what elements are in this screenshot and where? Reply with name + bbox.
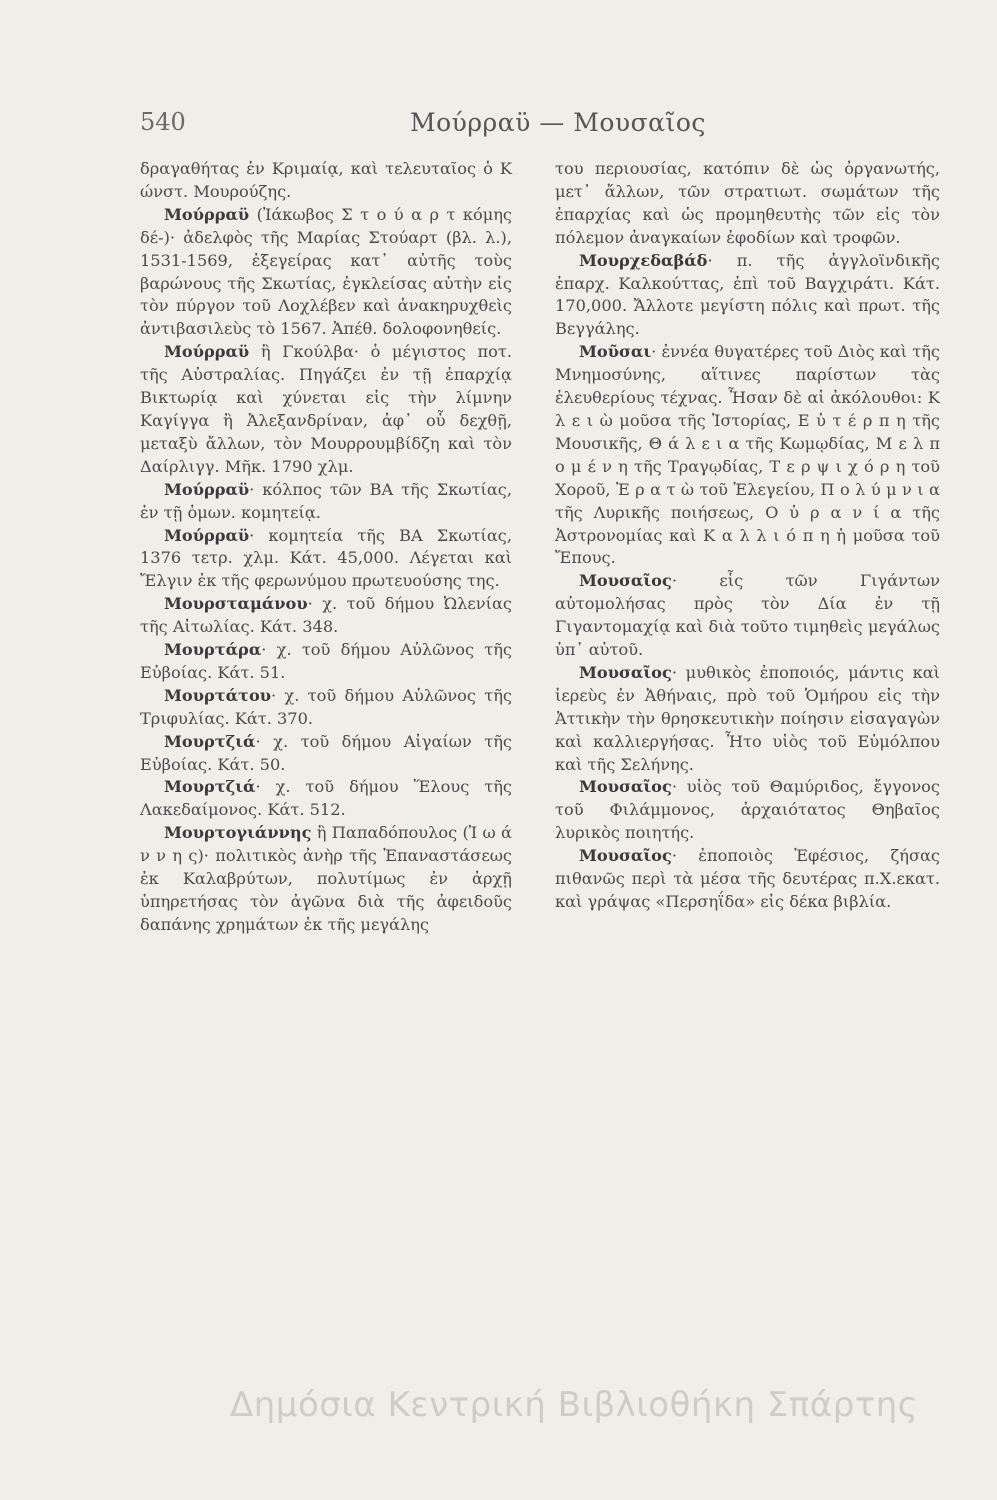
entry-headword: Μούρραϋ [164,204,250,224]
page-number: 540 [140,108,186,136]
entry-text: · υἱὸς τοῦ Θαμύριδος, ἔγγονος τοῦ Φιλάμμονος, ἀρχαιότατος Θηβαῖος λυρικὸς ποιητής. [555,777,940,843]
entry [140,158,512,204]
entry [140,593,512,639]
entry-headword: Μουρχεδαβάδ [579,250,708,270]
entry-headword: Μούρραϋ [164,342,250,362]
entry [140,822,512,937]
right-column [555,158,940,914]
entry-headword: Μουρτογιάννης [164,823,312,843]
entry-headword: Μουρσταμάνου [164,594,308,614]
entry-text: · ἐποποιὸς Ἐφέσιος, ζήσας πιθανῶς περὶ τὰ μέσα τῆς δευτέρας π.Χ.εκατ. καὶ γράψας «Περσηΐδα» εἰς δέκα βιβλία. [555,846,940,911]
entry [140,525,512,594]
entry-text: · ἐννέα θυγατέρες τοῦ Διὸς καὶ τῆς Μνημοσύνης, αἵτινες παρίστων τὰς ἐλευθερίους τέχνας. Ἦσαν δὲ αἱ ἀκόλουθοι: Κ λ ε ι ὼ μοῦσα τῆς Ἱστορίας, Ε ὐ τ έ ρ π η τῆς Μουσικῆς, Θ ά λ ε ι α τῆς Κωμῳδίας, Μ ε λ π ο μ έ ν η τῆς Τραγῳδίας, Τ ε ρ ψ ι χ ό ρ η τοῦ Χοροῦ, Ἐ ρ α τ ὼ τοῦ Ἐλεγείου, Π ο λ ύ μ ν ι α τῆς Λυρικῆς ποιήσεως, Ο ὐ ρ α ν ί α τῆς Ἀστρονομίας καὶ Κ α λ λ ι ό π η ἡ μοῦσα τοῦ Ἔπους. [555,342,940,568]
entry-text: · χ. τοῦ δήμου Αἰγαίων τῆς Εὐβοίας. Κάτ. 50. [140,731,512,774]
entry [555,250,940,342]
library-watermark: Δημόσια Κεντρική Βιβλιοθήκη Σπάρτης [230,1385,919,1425]
entry-text: · κόλπος τῶν ΒΑ τῆς Σκωτίας, ἐν τῇ ὁμων. κομητείᾳ. [140,479,512,522]
entry [555,158,940,250]
entry-headword: Μουσαῖος [579,846,672,866]
entry-headword: Μούρραϋ [164,479,250,499]
entry-headword: Μούρραϋ [164,525,250,545]
entry-text: ἢ Παπαδόπουλος (Ἰ ω ά ν ν η ς)· πολιτικὸς ἀνὴρ τῆς Ἐπαναστάσεως ἐκ Καλαβρύτων, πολυτίμως ἐν ἀρχῇ ὑπηρετήσας τὸν ἀγῶνα διὰ τῆς ἀφειδοῦς δαπάνης χρημάτων ἐκ τῆς μεγάλης [140,823,512,934]
entry-text: · μυθικὸς ἐποποιός, μάντις καὶ ἱερεὺς ἐν Ἀθήναις, πρὸ τοῦ Ὁμήρου εἰς τὴν Ἀττικὴν τὴν θρησκευτικὴν ποίησιν εἰσαγαγὼν καὶ καλλιεργήσας. Ἦτο υἱὸς τοῦ Εὐμόλπου καὶ τῆς Σελήνης. [555,662,940,774]
entry [555,662,940,777]
entry-text: · χ. τοῦ δήμου Αὐλῶνος τῆς Τριφυλίας. Κάτ. 370. [140,685,512,728]
entry-headword: Μουρτάρα [164,640,262,660]
entry-text: · π. τῆς ἀγγλοϊνδικῆς ἐπαρχ. Καλκούττας, ἐπὶ τοῦ Βαγχιράτι. Κάτ. 170,000. Ἄλλοτε μεγίστη πόλις καὶ πρωτ. τῆς Βεγγάλης. [555,250,940,339]
entry-text: · χ. τοῦ δήμου Ἕλους τῆς Λακεδαίμονος. Κάτ. 512. [140,777,512,820]
entry [555,776,940,845]
entry-text: · χ. τοῦ δήμου Ὠλενίας τῆς Αἰτωλίας. Κάτ. 348. [140,594,512,637]
entry [140,685,512,731]
entry [555,341,940,570]
entry-headword: Μουσαῖος [579,777,672,797]
entry-headword: Μουσαῖος [579,662,672,682]
page-header [140,108,940,148]
entry-text: (Ἰάκωβος Σ τ ο ύ α ρ τ κόμης δέ-)· ἀδελφὸς τῆς Μαρίας Στούαρτ (βλ. λ.), 1531-1569, ἐξεγείρας κατ᾽ αὐτῆς τοὺς βαρώνους τῆς Σκωτίας, ἐγκλείσας αὐτὴν εἰς τὸν πύργον τοῦ Λοχλέβεν καὶ ἀνακηρυχθεὶς ἀντιβασιλεὺς τὸ 1567. Ἀπέθ. δολοφονηθείς. [140,204,512,339]
entry [140,776,512,822]
entry-text: · εἷς τῶν Γιγάντων αὐτομολήσας πρὸς τὸν Δία ἐν τῇ Γιγαντομαχίᾳ καὶ διὰ τοῦτο τιμηθεὶς μεγάλως ὑπ᾽ αὐτοῦ. [555,571,940,660]
entry [140,204,512,341]
entry-headword: Μοῦσαι [579,342,652,362]
entry-text: ἢ Γκούλβα· ὁ μέγιστος ποτ. τῆς Αὐστραλίας. Πηγάζει ἐν τῇ ἐπαρχίᾳ Βικτωρίᾳ καὶ χύνεται εἰς τὴν λίμνην Καγίγγα ἢ Ἀλεξανδρίναν, ἀφ᾽ οὗ δεχθῇ, μεταξὺ ἄλλων, τὸν Μουρρουμβίδζη καὶ τὸν Δαίρλιγγ. Μῆκ. 1790 χλμ. [140,342,512,476]
left-column [140,158,512,937]
entry-text: του περιουσίας, κατόπιν δὲ ὡς ὀργανωτής, μετ᾽ ἄλλων, τῶν στρατιωτ. σωμάτων τῆς ἐπαρχίας καὶ ὡς προμηθευτὴς τῶν εἰς τὸν πόλεμον ἀναγκαίων ἐφοδίων καὶ τροφῶν. [555,159,940,247]
entry-text: δραγαθήτας ἐν Κριμαίᾳ, καὶ τελευταῖος ὁ Κ ώνστ. Μουρούζης. [140,159,512,201]
entry [555,845,940,914]
entry [140,341,512,478]
running-head: Μούρραϋ — Μουσαῖος [410,108,706,137]
entry-headword: Μουρτάτου [164,685,271,705]
entry [140,479,512,525]
entry [140,731,512,777]
entry-text: · κομητεία τῆς ΒΑ Σκωτίας, 1376 τετρ. χλμ. Κάτ. 45,000. Λέγεται καὶ Ἔλγιν ἐκ τῆς φερωνύμου πρωτευούσης της. [140,525,512,591]
entry-text: · χ. τοῦ δήμου Αὐλῶνος τῆς Εὐβοίας. Κάτ. 51. [140,640,512,682]
entry-headword: Μουσαῖος [579,571,672,591]
entry [555,570,940,662]
entry-headword: Μουρτζιά [164,731,256,751]
entry [140,639,512,685]
entry-headword: Μουρτζιά [164,777,256,797]
